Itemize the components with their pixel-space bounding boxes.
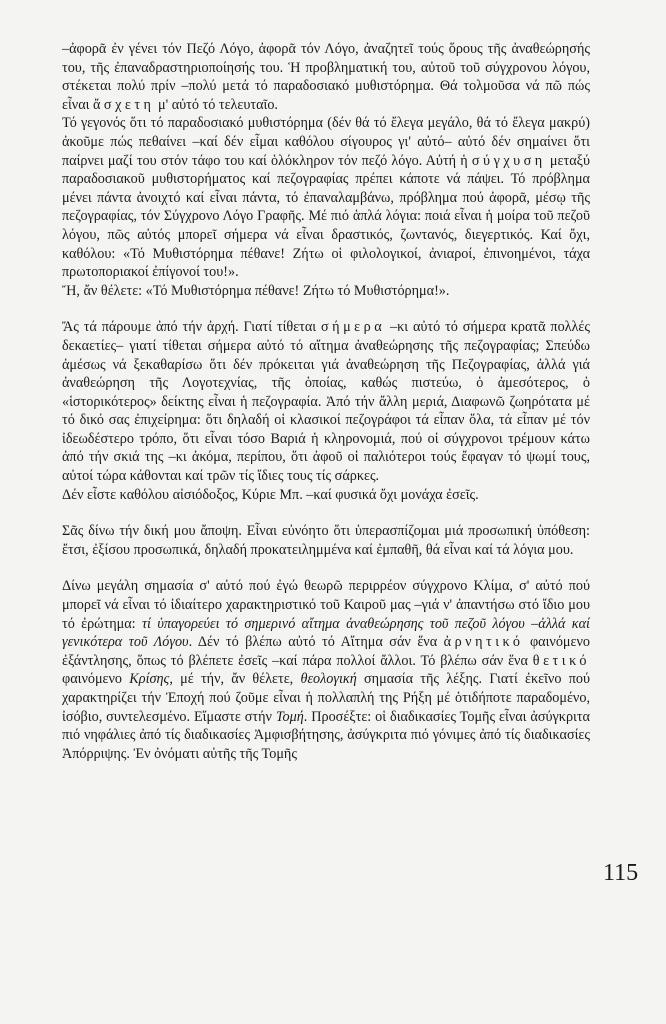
italic-text: Κρίσης <box>129 671 170 688</box>
paragraph-gap <box>62 504 590 522</box>
italic-text: θεολογική <box>300 671 357 688</box>
paragraph-gap <box>62 300 590 318</box>
text-run: , μέ τήν, ἄν θέλετε, <box>169 671 301 688</box>
paragraph <box>62 486 590 505</box>
page-number: 115 <box>603 860 639 886</box>
paragraph <box>62 282 590 301</box>
text-run: . Δέν τό βλέπω αὐτό τό Αἴτημα σάν ἕνα <box>188 634 444 651</box>
text-run: Σᾶς δίνω τήν δική μου ἄποψη. Εἶναι εὐνόητο ὅτι ὑπερασπίζομαι μιά προσωπική ὑπόθεση: ἔτσι, ἐξίσου προσωπικά, δηλαδή προκατειλημμένα καί ἐμπαθῆ, θά εἶναι καί τά λόγια μου. <box>62 523 590 558</box>
spaced-text: ἄσχετη <box>93 96 155 113</box>
text-run: Δίνω μεγάλη σημασία σ' αὐτό πού ἐγώ θεωρῶ περιρρέον σύγχρονο Κλίμα, σ' αὐτό πού μπορεῖ νά εἶναι τό ἰδιαίτερο χαρακτηριστικό τοῦ Καιροῦ μας –γιά ν' ἀπαντήσω στό ἴδιο μου τό ἐρώτημα: <box>62 578 590 632</box>
text-run: Δέν εἶστε καθόλου αἰσιόδοξος, Κύριε Μπ. –καί φυσικά ὄχι μονάχα ἐσεῖς. <box>62 486 479 503</box>
text-run: –κι αὐτό τό σήμερα κρατᾶ πολλές δεκαετίες– γιατί τίθεται σήμερα αὐτό τό αἴτημα ἀναθεώρησης τῆς πεζογραφίας; Σπεύδω ἀμέσως νά ξεκαθαρίσω ὅτι δέν πρόκειται γιά ἀναθεώρηση τῆς Πεζογραφίας, ἀλλά γιά ἀναθεώρηση τῆς Λογοτεχνίας, τῆς ὁποίας, καθώς πιστεύω, ὁ ἀμεσότερος, ὁ «ἱστορικότερος» δείκτης εἶναι ἡ πεζογραφία. Ἀπό τήν ἄλλη μεριά, Διαφωνῶ ζωηρότατα μέ τό δικό σας ἐπιχείρημα: ὅτι δηλαδή οἱ κλασικοί πεζογράφοι τά εἶπαν ὅλα, τά εἶπαν μέ τόν ἰδεωδέστερο τρόπο, ὅτι εἶναι τόσο Βαριά ἡ κληρονομιά, πού οἱ σύγχρονοι τρέμουν κάτω ἀπό τήν σκιά της –κι ἀκόμα, περίπου, ὅτι ἀφοῦ οἱ παλιότεροι τούς ἔφαγαν τό ψωμί τους, αὐτοί τώρα κάθονται καί τρῶν τίς ἴδιες τους τίς σάρκες. <box>62 319 591 485</box>
spaced-text: θετικό <box>532 652 590 669</box>
paragraph <box>62 577 590 763</box>
text-run: . Προσέξτε: οἱ διαδικασίες Τομῆς εἶναι ἀσύγκριτα πιό νηφάλιες ἀπό τίς διαδικασίες Ἀμφισβήτησης, ἀσύγκριτα πιό γόνιμες ἀπό τίς διαδικασίες Ἀπόρριψης. Ἐν ὀνόματι αὐτῆς τῆς Τομῆς <box>62 708 590 762</box>
text-run: Ἄς τά πάρουμε ἀπό τήν ἀρχή. Γιατί τίθεται <box>62 319 321 336</box>
text-run: φαινόμενο <box>62 671 130 688</box>
italic-text: Τομή <box>275 708 304 725</box>
italic-text: τί ὑπαγορεύει τό σημερινό αἴτημα ἀναθεώρησης τοῦ πεζοῦ λόγου –ἀλλά καί γενικότερα τοῦ Λόγου <box>62 615 590 651</box>
text-run: Ἤ, ἄν θέλετε: «Τό Μυθιστόρημα πέθανε! Ζήτω τό Μυθιστόρημα!». <box>62 282 450 299</box>
page-body <box>62 40 590 763</box>
paragraph <box>62 318 590 485</box>
paragraph-gap <box>62 559 590 577</box>
text-run: φαινόμενο ἐξάντλησης, ὅπως τό βλέπετε ἐσεῖς –καί πάρα πολλοί ἄλλοι. Τό βλέπω σάν ἕνα <box>62 634 590 669</box>
text-run: μ' αὐτό τό τελευταῖο. <box>154 96 278 113</box>
text-run: Τό γεγονός ὅτι τό παραδοσιακό μυθιστόρημα (δέν θά τό ἔλεγα μεγάλο, θά τό ἔλεγα μακρύ) ἀκοῦμε πώς πεθαίνει –καί δέν εἶμαι καθόλου σίγουρος γι' αὐτό– αὐτό δέν σημαίνει ὅτι παίρνει μαζί του στόν τάφο του καί ὁλόκληρον τόν πεζό λόγο. Αὐτή ἡ <box>62 115 590 169</box>
spaced-text: σήμερα <box>321 319 386 336</box>
paragraph <box>62 40 590 114</box>
text-run: σημασία τῆς λέξης. Γιατί ἐκεῖνο πού χαρακτηρίζει τήν Ἐποχή πού ζοῦμε εἶναι ἡ πολλαπλή της Ρήξη μέ ὁτιδήποτε παραδομένο, ἰσόβιο, συντελεσμένο. Εἴμαστε στήν <box>62 671 590 725</box>
paragraph <box>62 522 590 559</box>
paragraph <box>62 114 590 281</box>
spaced-text: ἀρνητικό <box>443 634 524 651</box>
text-run: μεταξύ παραδοσιακοῦ μυθιστορήματος καί πεζογραφίας πρέπει κάποτε νά πάψει. Τό πρόβλημα μένει πάντα ἀνοιχτό καί εἶναι πάντα, τό ἐπαναλαμβάνω, πρόβλημα πού ἀφορᾶ, μέσῳ τῆς πεζογραφίας, τόν Σύγχρονο Λόγο Γραφῆς. Μέ πιό ἁπλά λόγια: ποιά εἶναι ἡ μοίρα τοῦ πεζοῦ λόγου, πῶς αὐτός μπορεῖ σήμερα νά εἶναι δραστικός, ζωντανός, διεγερτικός. Καί ὄχι, καθόλου: «Τό Μυθιστόρημα πέθανε! Ζήτω οἱ φιλολογικοί, ἀνιαροί, ἐπινοημένοι, τάχα πρωτοποριακοί ἐπίγονοί του!». <box>62 152 590 281</box>
text-run: –ἀφορᾶ ἐν γένει τόν Πεζό Λόγο, ἀφορᾶ τόν Λόγο, ἀναζητεῖ τούς ὅρους τῆς ἀναθεώρησής του, τῆς ἐπαναδραστηριοποίησής του. Ἡ προβληματική του, αὐτοῦ τοῦ σύγχρονου λόγου, στέκεται πολύ πρίν –πολύ μετά τό παραδοσιακό μυθιστόρημα. Θά τολμοῦσα νά πῶ πώς εἶναι <box>62 41 590 113</box>
spaced-text: σύγχυση <box>471 152 546 169</box>
